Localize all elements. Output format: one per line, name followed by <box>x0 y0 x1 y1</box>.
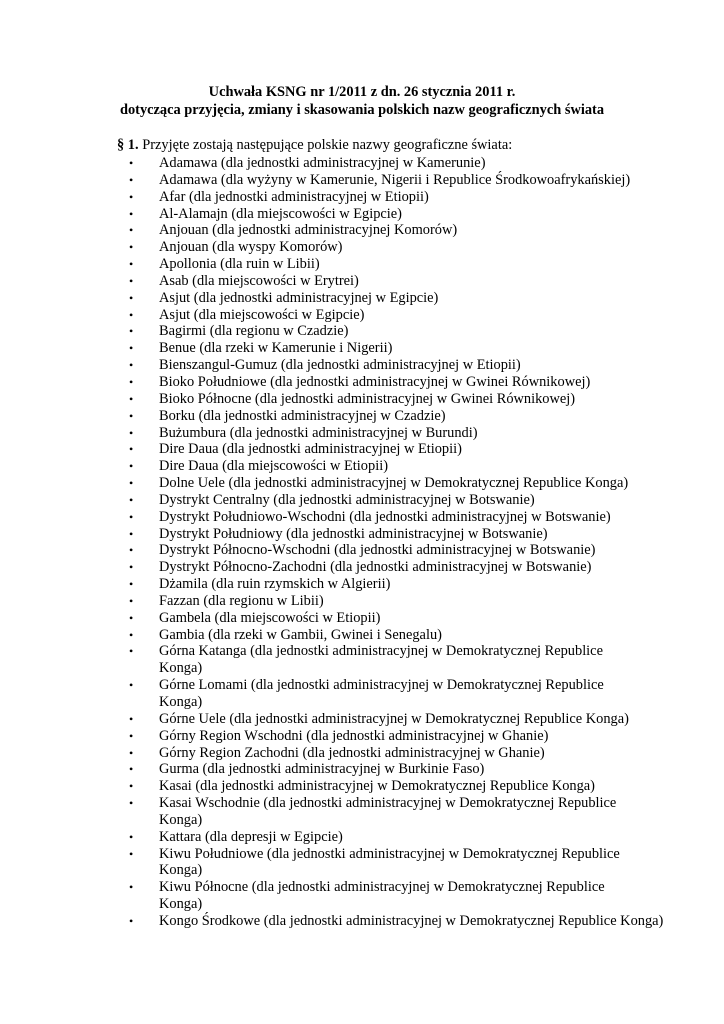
bullet-icon: • <box>129 509 134 524</box>
list-item <box>0 576 639 593</box>
bullet-icon: • <box>129 678 134 693</box>
list-item <box>0 610 639 627</box>
bullet-icon: • <box>129 779 134 794</box>
list-item <box>0 155 639 172</box>
list-item-text: Dolne Uele (dla jednostki administracyjnej w Demokratycznej Republice Konga) <box>159 475 629 492</box>
bullet-icon: • <box>129 273 134 288</box>
bullet-icon: • <box>129 913 134 928</box>
list-item <box>0 273 639 290</box>
list-item-text: Dżamila (dla ruin rzymskich w Algierii) <box>159 576 391 593</box>
section-intro <box>117 137 512 154</box>
list-item-text: Asjut (dla miejscowości w Egipcie) <box>159 306 365 323</box>
list-item-text: Dire Daua (dla miejscowości w Etiopii) <box>159 458 388 475</box>
list-item <box>0 206 639 223</box>
bullet-icon: • <box>129 610 134 625</box>
bullet-icon: • <box>129 829 134 844</box>
list-item-text: Apollonia (dla ruin w Libii) <box>159 256 320 273</box>
list-item-text: Benue (dla rzeki w Kamerunie i Nigerii) <box>159 340 393 357</box>
bullet-icon: • <box>129 728 134 743</box>
list-item-text: Gurma (dla jednostki administracyjnej w Burkinie Faso) <box>159 761 485 778</box>
list-item-text: Kiwu Południowe (dla jednostki administracyjnej w Demokratycznej Republice Konga) <box>159 845 620 879</box>
bullet-icon: • <box>129 324 134 339</box>
list-item <box>0 643 639 677</box>
list-item-text: Górne Uele (dla jednostki administracyjnej w Demokratycznej Republice Konga) <box>159 710 629 727</box>
list-item <box>0 307 639 324</box>
bullet-icon: • <box>129 796 134 811</box>
bullet-icon: • <box>129 762 134 777</box>
list-item <box>0 408 639 425</box>
list-item <box>0 172 689 189</box>
bullet-icon: • <box>129 593 134 608</box>
list-item <box>0 778 639 795</box>
list-item <box>0 593 639 610</box>
bullet-icon: • <box>129 644 134 659</box>
section-number: § 1. <box>117 137 139 153</box>
list-item <box>0 256 639 273</box>
bullet-icon: • <box>129 442 134 457</box>
bullet-icon: • <box>129 156 134 170</box>
list-item-text: Anjouan (dla wyspy Komorów) <box>159 239 343 256</box>
bullet-icon: • <box>129 358 134 373</box>
bullet-icon: • <box>129 476 134 491</box>
list-item-text: Kongo Środkowe (dla jednostki administracyjnej w Demokratycznej Republice Konga) <box>159 912 664 929</box>
list-item <box>0 492 639 509</box>
bullet-icon: • <box>129 745 134 760</box>
list-item-text: Górny Region Zachodni (dla jednostki administracyjnej w Ghanie) <box>159 744 545 761</box>
list-item-text: Kasai (dla jednostki administracyjnej w Demokratycznej Republice Konga) <box>159 778 595 795</box>
list-item-text: Afar (dla jednostki administracyjnej w Etiopii) <box>159 188 429 205</box>
bullet-icon: • <box>129 257 134 272</box>
list-item <box>0 239 639 256</box>
list-item-text: Górne Lomami (dla jednostki administracyjnej w Demokratycznej Republice Konga) <box>159 677 604 710</box>
list-item <box>0 189 639 206</box>
bullet-icon: • <box>129 560 134 575</box>
list-item <box>0 290 639 307</box>
list-item <box>0 795 639 829</box>
list-item <box>0 441 639 458</box>
list-item <box>0 627 639 644</box>
list-item-text: Górna Katanga (dla jednostki administracyjnej w Demokratycznej Republice Konga) <box>159 643 603 677</box>
list-item <box>0 829 639 846</box>
bullet-icon: • <box>129 711 134 726</box>
list-item <box>0 846 639 880</box>
list-item <box>0 728 639 745</box>
document-subtitle: dotycząca przyjęcia, zmiany i skasowania polskich nazw geograficznych świata <box>119 102 605 118</box>
list-item-text: Bioko Północne (dla jednostki administracyjnej w Gwinei Równikowej) <box>159 390 576 407</box>
list-item <box>0 761 639 778</box>
list-item-text: Gambela (dla miejscowości w Etiopii) <box>159 609 381 626</box>
bullet-icon: • <box>129 189 134 204</box>
section-intro-text: Przyjęte zostają następujące polskie nazwy geograficzne świata: <box>142 137 513 153</box>
list-item-text: Adamawa (dla jednostki administracyjnej w Kamerunie) <box>159 155 486 171</box>
list-item-text: Borku (dla jednostki administracyjnej w Czadzie) <box>159 407 446 424</box>
list-item-text: Fazzan (dla regionu w Libii) <box>159 592 324 609</box>
bullet-icon: • <box>129 459 134 474</box>
list-item <box>0 745 639 762</box>
bullet-icon: • <box>129 206 134 221</box>
list-item <box>0 913 689 930</box>
list-item <box>0 677 639 711</box>
list-item-text: Asjut (dla jednostki administracyjnej w Egipcie) <box>159 289 439 306</box>
list-item <box>0 374 639 391</box>
list-item-text: Bienszangul-Gumuz (dla jednostki administracyjnej w Etiopii) <box>159 357 521 374</box>
list-item <box>0 879 639 913</box>
bullet-icon: • <box>129 290 134 305</box>
list-item <box>0 475 689 492</box>
list-item-text: Anjouan (dla jednostki administracyjnej Komorów) <box>159 222 458 239</box>
list-item <box>0 323 639 340</box>
list-item-text: Dystrykt Centralny (dla jednostki administracyjnej w Botswanie) <box>159 491 535 508</box>
list-item-text: Dystrykt Północno-Zachodni (dla jednostki administracyjnej w Botswanie) <box>159 559 592 576</box>
bullet-icon: • <box>129 223 134 238</box>
bullet-icon: • <box>129 240 134 255</box>
bullet-icon: • <box>129 307 134 322</box>
bullet-icon: • <box>129 492 134 507</box>
list-item-text: Adamawa (dla wyżyny w Kamerunie, Nigerii i Republice Środkowoafrykańskiej) <box>159 171 631 188</box>
list-item-text: Dystrykt Południowy (dla jednostki administracyjnej w Botswanie) <box>159 525 548 542</box>
list-item-text: Kasai Wschodnie (dla jednostki administracyjnej w Demokratycznej Republice Konga) <box>159 795 617 828</box>
bullet-icon: • <box>129 526 134 541</box>
list-item-text: Dystrykt Południowo-Wschodni (dla jednostki administracyjnej w Botswanie) <box>159 508 611 525</box>
list-item-text: Al-Alamajn (dla miejscowości w Egipcie) <box>159 205 402 222</box>
geographic-names-list <box>0 155 724 930</box>
list-item-text: Bużumbura (dla jednostki administracyjnej w Burundi) <box>159 424 478 441</box>
bullet-icon: • <box>129 172 134 187</box>
list-item <box>0 542 639 559</box>
list-item-text: Gambia (dla rzeki w Gambii, Gwinei i Senegalu) <box>159 626 442 643</box>
document-title: Uchwała KSNG nr 1/2011 z dn. 26 stycznia 2011 r. <box>208 84 516 100</box>
list-item <box>0 222 639 239</box>
bullet-icon: • <box>129 408 134 423</box>
bullet-icon: • <box>129 543 134 558</box>
list-item <box>0 458 639 475</box>
bullet-icon: • <box>129 846 134 861</box>
bullet-icon: • <box>129 391 134 406</box>
list-item <box>0 559 639 576</box>
list-item-text: Asab (dla miejscowości w Erytrei) <box>159 272 359 289</box>
bullet-icon: • <box>129 425 134 440</box>
list-item-text: Bagirmi (dla regionu w Czadzie) <box>159 323 349 340</box>
bullet-icon: • <box>129 577 134 592</box>
list-item-text: Dystrykt Północno-Wschodni (dla jednostki administracyjnej w Botswanie) <box>159 542 596 559</box>
list-item-text: Bioko Południowe (dla jednostki administracyjnej w Gwinei Równikowej) <box>159 373 591 390</box>
list-item-text: Górny Region Wschodni (dla jednostki administracyjnej w Ghanie) <box>159 727 549 744</box>
list-item <box>0 357 639 374</box>
bullet-icon: • <box>129 627 134 642</box>
list-item <box>0 526 639 543</box>
list-item-text: Dire Daua (dla jednostki administracyjnej w Etiopii) <box>159 441 462 458</box>
bullet-icon: • <box>129 341 134 356</box>
list-item <box>0 391 639 408</box>
list-item <box>0 425 639 442</box>
bullet-icon: • <box>129 880 134 895</box>
list-item <box>0 509 639 526</box>
list-item <box>0 711 689 728</box>
bullet-icon: • <box>129 374 134 389</box>
list-item-text: Kattara (dla depresji w Egipcie) <box>159 828 343 845</box>
list-item-text: Kiwu Północne (dla jednostki administracyjnej w Demokratycznej Republice Konga) <box>159 879 605 913</box>
list-item <box>0 340 639 357</box>
